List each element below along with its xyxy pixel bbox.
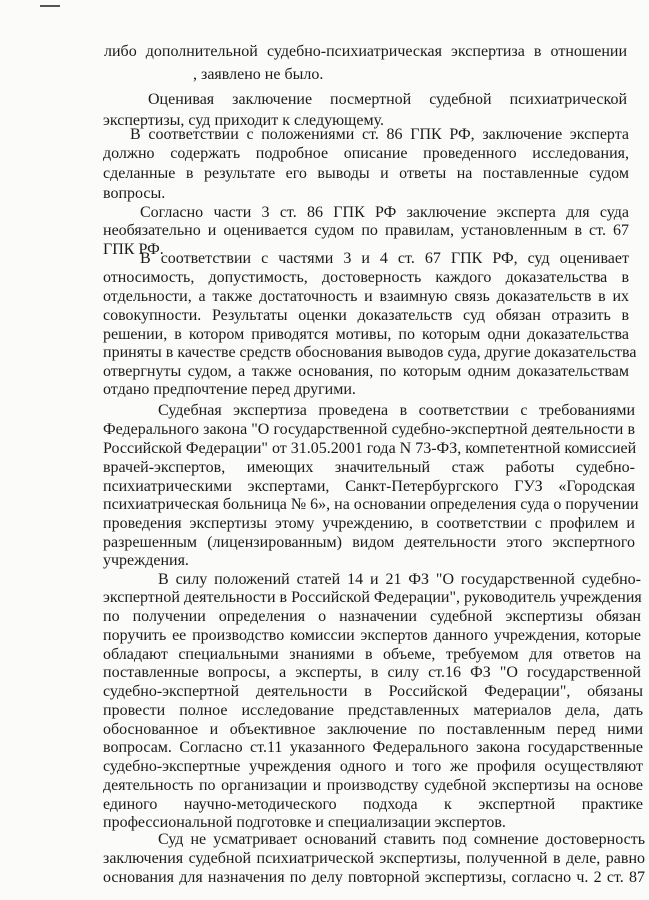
text-line: психиатрическими экспертами, Санкт-Петербургского ГУЗ «Городская bbox=[103, 478, 635, 495]
text-line: Суд не усматривает оснований ставить под сомнение достоверность bbox=[158, 831, 645, 848]
text-line: поручить ее производство комиссии экспертов данного учреждения, которые bbox=[103, 627, 641, 644]
text-line: экспертизы, суд приходит к следующему. bbox=[103, 112, 384, 129]
text-line: необязательно и оценивается судом по правилам, установленным в ст. 67 bbox=[103, 222, 629, 239]
text-line: поставленные вопросы, а эксперты, в силу ст.16 ФЗ "О государственной bbox=[103, 664, 641, 681]
text-line: относимость, допустимость, достоверность каждого доказательства в bbox=[103, 269, 629, 286]
text-line: должно содержать подробное описание проведенного исследования, bbox=[103, 145, 629, 162]
text-line: обладают специальными знаниями в объеме, требуемом для ответов на bbox=[103, 646, 641, 663]
text-line: основания для назначения по делу повторной экспертизы, согласно ч. 2 ст. 87 bbox=[103, 869, 645, 886]
text-line: судебно-экспертные учреждения одного и того же профиля осуществляют bbox=[103, 758, 643, 775]
text-line: Оценивая заключение посмертной судебной психиатрической bbox=[148, 91, 627, 108]
text-line: заключения судебной психиатрической экспертизы, полученной в деле, равно bbox=[103, 850, 645, 867]
text-line: отдано предпочтение перед другими. bbox=[103, 381, 356, 398]
text-line: учреждения. bbox=[103, 552, 189, 569]
text-line: по получении определения о назначении судебной экспертизы обязан bbox=[103, 608, 641, 625]
text-line: экспертной деятельности в Российской Федерации", руководитель учреждения bbox=[103, 589, 642, 606]
text-line: Российской Федерации" от 31.05.2001 года N 73-ФЗ, компетентной комиссией bbox=[103, 440, 637, 457]
text-line: В силу положений статей 14 и 21 ФЗ "О государственной судебно- bbox=[158, 571, 641, 588]
text-line: разрешенным (лицензированным) видом деятельности этого экспертного bbox=[103, 534, 635, 551]
text-line: врачей-экспертов, имеющих значительный стаж работы судебно- bbox=[103, 459, 635, 476]
text-line: отвергнуты судом, а также основания, по которым одним доказательствам bbox=[103, 363, 629, 380]
text-line: приняты в качестве средств обоснования выводов суда, другие доказательства bbox=[103, 344, 637, 361]
text-line: В соответствии с положениями ст. 86 ГПК РФ, заключение эксперта bbox=[130, 126, 629, 143]
text-line: ГПК РФ. bbox=[103, 241, 164, 258]
text-line: В соответствии с частями 3 и 4 ст. 67 ГПК РФ, суд оценивает bbox=[140, 250, 629, 267]
text-line: психиатрическая больница № 6», на основании определения суда о поручении bbox=[103, 496, 639, 513]
text-line: вопросы. bbox=[103, 185, 166, 202]
text-line: Судебная экспертиза проведена в соответствии с требованиями bbox=[158, 402, 635, 419]
text-line: Федерального закона "О государственной судебно-экспертной деятельности в bbox=[103, 421, 635, 438]
text-line: проведения экспертизы этому учреждению, в соответствии с профилем и bbox=[103, 515, 635, 532]
text-line: деятельность по организации и производству судебной экспертизы на основе bbox=[103, 777, 643, 794]
text-line: судебно-экспертной деятельности в Российской Федерации", обязаны bbox=[103, 683, 643, 700]
text-line: решении, в котором приводятся мотивы, по которым одни доказательства bbox=[103, 326, 629, 343]
text-line: единого научно-методического подхода к экспертной практике bbox=[103, 796, 643, 813]
scan-artifact-mark bbox=[40, 5, 60, 7]
text-line: обоснованное и объективное заключение по поставленным перед ними bbox=[103, 721, 643, 738]
text-line: сделанные в результате его выводы и ответы на поставленные судом bbox=[103, 165, 629, 182]
text-line: отдельности, а также достаточность и взаимную связь доказательств в их bbox=[103, 288, 629, 305]
text-line: профессиональной подготовке и специализации экспертов. bbox=[103, 814, 506, 831]
text-line: провести полное исследование представленных материалов дела, дать bbox=[103, 702, 643, 719]
text-line: совокупности. Результаты оценки доказательств суд обязан отразить в bbox=[103, 307, 629, 324]
text-line: Согласно части 3 ст. 86 ГПК РФ заключение эксперта для суда bbox=[140, 204, 629, 221]
text-line: вопросам. Согласно ст.11 указанного Федерального закона государственные bbox=[103, 739, 643, 756]
text-line: , заявлено не было. bbox=[193, 66, 324, 83]
text-line: либо дополнительной судебно-психиатрическая экспертиза в отношении bbox=[104, 43, 627, 60]
